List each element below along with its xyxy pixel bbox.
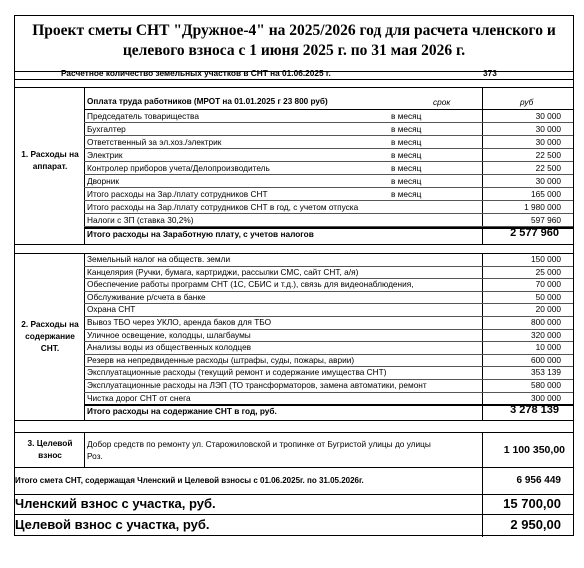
section-1-label: 1. Расходы на аппарат. <box>21 149 79 171</box>
maintenance-row-value: 300 000 <box>531 393 561 403</box>
maintenance-row-name: Охрана СНТ <box>87 304 136 314</box>
salary-row-value: 22 500 <box>535 150 561 160</box>
section-3-label: 3. Целевой взнос <box>27 438 73 460</box>
salary-header: Оплата труда работников (МРОТ на 01.01.2025 г 23 800 руб) <box>87 97 328 106</box>
salary-row-value: 30 000 <box>535 176 561 186</box>
title-line-1: Проект сметы СНТ "Дружное-4" на 2025/2026 год для расчета членского и <box>32 22 556 39</box>
maintenance-row-value: 50 000 <box>535 292 561 302</box>
grand-total-label: Итого смета СНТ, содержащая Членский и Целевой взносы с 01.06.2025г. по 31.05.2026г. <box>15 476 364 485</box>
target-purpose-line-1: Добор средств по ремонту ул. Старожиловской и тропинке от Бугристой улицы до улицы <box>87 439 431 449</box>
salary-row-period: в месяц <box>391 163 422 173</box>
salary-row-name: Электрик <box>87 150 123 160</box>
plots-count-label: Расчетное количество земельных участков в СНТ на 01.06.2025 г. <box>61 68 331 78</box>
maintenance-row-name: Вывоз ТБО через УКЛО, аренда баков для ТБО <box>87 317 272 327</box>
salary-row-value: 30 000 <box>535 111 561 121</box>
target-fee-value: 2 950,00 <box>510 517 561 532</box>
salary-row-value: 30 000 <box>535 137 561 147</box>
salary-row-period: в месяц <box>391 111 422 121</box>
budget-sheet <box>14 15 574 536</box>
maintenance-row-name: Анализы воды из общественных колодцев <box>87 342 252 352</box>
salary-row-name: Бухгалтер <box>87 124 126 134</box>
salary-row-name: Дворник <box>87 176 120 186</box>
salary-row-period: в месяц <box>391 150 422 160</box>
salary-row-name: Ответственный за эл.хоз./электрик <box>87 137 222 147</box>
maintenance-row-value: 353 139 <box>531 367 561 377</box>
member-fee-label: Членский взнос с участка, руб. <box>15 496 216 511</box>
document-title <box>15 16 573 72</box>
maintenance-total-value: 3 278 139 <box>510 404 559 416</box>
period-header: срок <box>433 97 451 107</box>
maintenance-row-value: 10 000 <box>535 342 561 352</box>
target-amount: 1 100 350,00 <box>503 444 565 456</box>
maintenance-row-name: Резерв на непредвиденные расходы (штрафы, суды, пожары, аврии) <box>87 355 355 365</box>
maintenance-row-value: 600 000 <box>531 355 561 365</box>
salary-row-value: 597 960 <box>531 215 561 225</box>
salary-row-value: 30 000 <box>535 124 561 134</box>
section-2-label: 2. Расходы на содержание СНТ. <box>21 319 79 353</box>
salary-row-value: 22 500 <box>535 163 561 173</box>
salary-row-period: в месяц <box>391 189 422 199</box>
maintenance-row-value: 20 000 <box>535 304 561 314</box>
member-fee-value: 15 700,00 <box>503 496 561 511</box>
maintenance-row-value: 25 000 <box>535 267 561 277</box>
maintenance-total-label: Итого расходы на содержание СНТ в год, руб. <box>87 406 277 416</box>
target-fee-label: Целевой взнос с участка, руб. <box>15 517 210 532</box>
salary-row-value: 1 980 000 <box>524 202 561 212</box>
grand-total-value: 6 956 449 <box>516 475 561 486</box>
maintenance-row-name: Обслуживание р/счета в банке <box>87 292 206 302</box>
title-line-2: целевого взноса с 1 июня 2025 г. по 31 мая 2026 г. <box>122 42 466 59</box>
maintenance-row-value: 150 000 <box>531 254 561 264</box>
plots-count-value: 373 <box>483 68 497 78</box>
maintenance-row-name: Эксплуатационные расходы (текущий ремонт и содержание имущества СНТ) <box>87 367 387 377</box>
salary-total-label: Итого расходы на Заработную плату, с учетов налогов <box>87 229 314 239</box>
salary-row-period: в месяц <box>391 176 422 186</box>
target-purpose-line-2: Роз. <box>87 451 103 461</box>
unit-header: руб <box>520 97 534 107</box>
maintenance-row-value: 800 000 <box>531 317 561 327</box>
salary-row-name: Председатель товарищества <box>87 111 199 121</box>
salary-row-name: Итого расходы на Зар./плату сотрудников СНТ в год, с учетом отпуска <box>87 202 359 212</box>
maintenance-row-value: 580 000 <box>531 380 561 390</box>
salary-row-name: Контролер приборов учета/Делопроизводитель <box>87 163 270 173</box>
maintenance-row-name: Эксплуатационные расходы на ЛЭП (ТО трансформаторов, замена автоматики, ремонт <box>87 380 427 390</box>
maintenance-row-value: 70 000 <box>535 279 561 289</box>
salary-total-value: 2 577 960 <box>510 227 559 239</box>
salary-row-period: в месяц <box>391 124 422 134</box>
maintenance-row-value: 320 000 <box>531 330 561 340</box>
maintenance-row-name: Уличное освещение, колодцы, шлагбаумы <box>87 330 251 340</box>
maintenance-row-name: Земельный налог на обществ. земли <box>87 254 231 264</box>
maintenance-row-name: Канцелярия (Ручки, бумага, картриджи, рассылки СМС, сайт СНТ, а/я) <box>87 267 359 277</box>
salary-row-period: в месяц <box>391 137 422 147</box>
salary-row-name: Итого расходы на Зар./плату сотрудников СНТ <box>87 189 268 199</box>
maintenance-row-name: Чистка дорог СНТ от снега <box>87 393 191 403</box>
salary-row-name: Налоги с ЗП (ставка 30,2%) <box>87 215 194 225</box>
maintenance-row-name: Обеспечение работы программ СНТ (1С, СБИС и т.д.), связь для видеонаблюдения, <box>87 279 414 289</box>
salary-row-value: 165 000 <box>531 189 561 199</box>
